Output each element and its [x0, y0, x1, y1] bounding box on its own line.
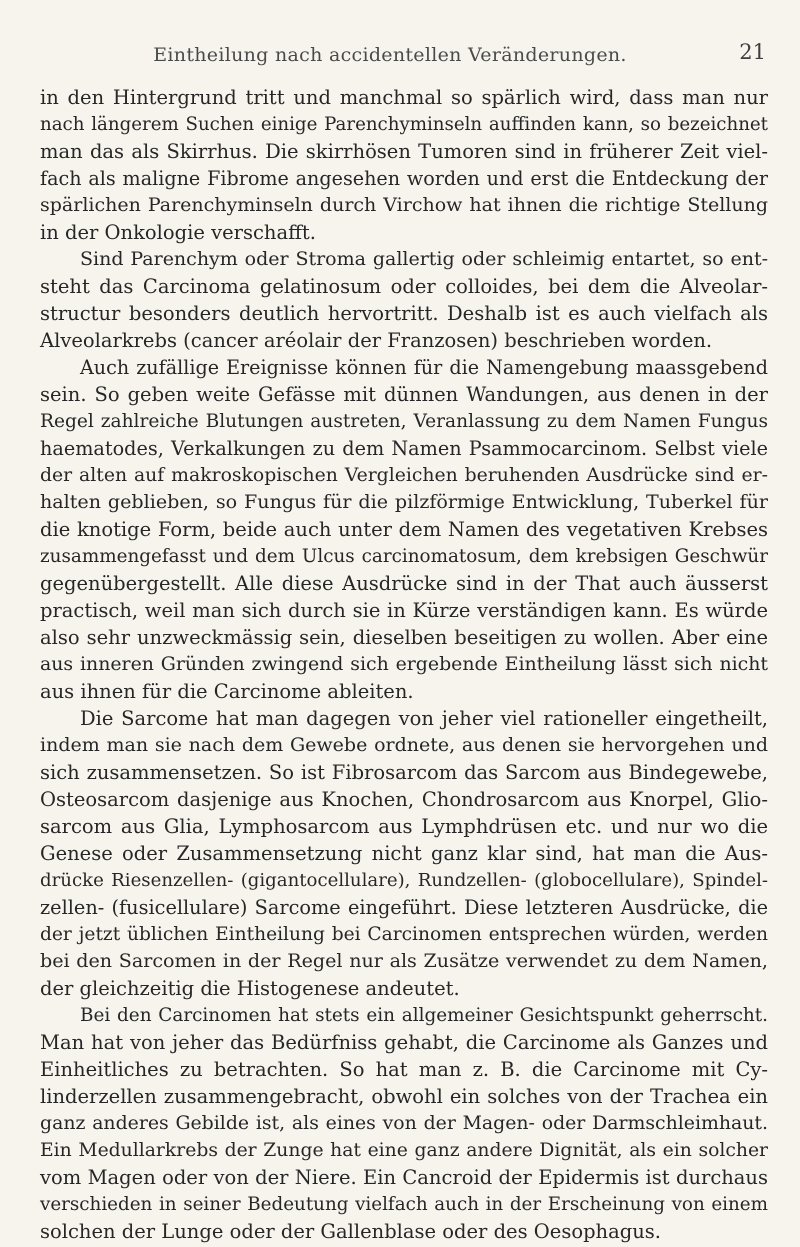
text-line: in den Hintergrund tritt und manchmal so spärlich wird, dass man nur [40, 86, 768, 109]
text-line: Ein Medullarkrebs der Zunge hat eine ganz andere Dignität, als ein solcher [40, 1140, 768, 1161]
text-line: nach längerem Suchen einige Parenchyminseln auffinden kann, so bezeichnet [40, 114, 768, 135]
paragraph [40, 354, 768, 705]
text-line: zellen- (fusicellulare) Sarcome eingeführt. Diese letzteren Ausdrücke, die [40, 896, 768, 919]
text-line: also sehr unzweckmässig sein, dieselben beseitigen zu wollen. Aber eine [40, 626, 768, 649]
text-line: linderzellen zusammengebracht, obwohl ein solches von der Trachea ein [40, 1085, 768, 1108]
text-line: der jetzt üblichen Eintheilung bei Carcinomen entsprechen würden, werden [40, 924, 768, 945]
text-line: Bei den Carcinomen hat stets ein allgemeiner Gesichtspunkt geherrscht. [80, 1005, 768, 1026]
text-line: Regel zahlreiche Blutungen austreten, Veranlassung zu dem Namen Fungus [40, 411, 768, 432]
text-line: vom Magen oder von der Niere. Ein Cancroid der Epidermis ist durchaus [40, 1166, 768, 1189]
text-line: haematodes, Verkalkungen zu dem Namen Psammocarcinom. Selbst viele [40, 437, 768, 460]
text-line: die knotige Form, beide auch unter dem Namen des vegetativen Krebses [40, 518, 768, 541]
text-line: bei den Sarcomen in der Regel nur als Zusätze verwendet zu dem Namen, [40, 950, 768, 972]
text-line: in der Onkologie verschafft. [40, 221, 316, 244]
text-line: Die Sarcome hat man dagegen von jeher viel rationeller eingetheilt, [80, 707, 768, 730]
text-line: ganz anderes Gebilde ist, als eines von der Magen- oder Darmschleimhaut. [40, 1112, 768, 1134]
page-number: 21 [739, 40, 766, 64]
text-line: Sind Parenchym oder Stroma gallertig oder schleimig entartet, so ent- [80, 248, 768, 270]
text-line: man das als Skirrhus. Die skirrhösen Tumoren sind in früherer Zeit viel- [40, 140, 768, 163]
text-line: drücke Riesenzellen- (gigantocellulare), Rundzellen- (globocellulare), Spindel- [40, 870, 768, 891]
running-head: Eintheilung nach accidentellen Veränderungen. [153, 44, 627, 66]
text-line: indem man sie nach dem Gewebe ordnete, aus denen sie hervorgehen und [40, 734, 768, 756]
paragraph [40, 1002, 768, 1245]
text-line: steht das Carcinoma gelatinosum oder colloides, bei dem die Alveolar- [40, 275, 768, 298]
text-line: Osteosarcom dasjenige aus Knochen, Chondrosarcom aus Knorpel, Glio- [40, 788, 768, 811]
text-line: practisch, weil man sich durch sie in Kürze verständigen kann. Es würde [40, 599, 768, 622]
text-line: Genese oder Zusammensetzung nicht ganz klar sind, hat man die Aus- [40, 842, 768, 865]
text-line: structur besonders deutlich hervortritt. Deshalb ist es auch vielfach als [40, 302, 768, 325]
text-line: der alten auf makroskopischen Vergleichen beruhenden Ausdrücke sind er- [40, 465, 768, 486]
paragraph [40, 705, 768, 1002]
paragraph [40, 246, 768, 354]
text-line: Auch zufällige Ereignisse können für die Namengebung maassgebend [80, 356, 768, 379]
text-line: zusammengefasst und dem Ulcus carcinomatosum, dem krebsigen Geschwür [40, 546, 768, 567]
text-line: aus inneren Gründen zwingend sich ergebende Eintheilung lässt sich nicht [40, 653, 768, 675]
text-line: halten geblieben, so Fungus für die pilzförmige Entwicklung, Tuberkel für [40, 491, 768, 513]
body-text [40, 84, 768, 1245]
text-line: sich zusammensetzen. So ist Fibrosarcom das Sarcom aus Bindegewebe, [40, 761, 768, 784]
text-line: Man hat von jeher das Bedürfniss gehabt, die Carcinome als Ganzes und [40, 1031, 768, 1054]
text-line: aus ihnen für die Carcinome ableiten. [40, 680, 414, 703]
paragraph [40, 84, 768, 246]
text-line: spärlichen Parenchyminseln durch Virchow hat ihnen die richtige Stellung [40, 194, 768, 216]
text-line: verschieden in seiner Bedeutung vielfach auch in der Erscheinung von einem [40, 1194, 768, 1215]
text-line: solchen der Lunge oder der Gallenblase oder des Oesophagus. [40, 1220, 661, 1243]
text-line: der gleichzeitig die Histogenese andeutet. [40, 977, 460, 1000]
text-line: fach als maligne Fibrome angesehen worden und erst die Entdeckung der [40, 167, 768, 190]
text-line: Alveolarkrebs (cancer aréolair der Franzosen) beschrieben worden. [40, 329, 713, 352]
text-line: Einheitliches zu betrachten. So hat man z. B. die Carcinome mit Cy- [40, 1058, 768, 1081]
text-line: sarcom aus Glia, Lymphosarcom aus Lymphdrüsen etc. und nur wo die [40, 815, 768, 838]
text-line: sein. So geben weite Gefässe mit dünnen Wandungen, aus denen in der [40, 383, 768, 406]
text-line: gegenübergestellt. Alle diese Ausdrücke sind in der That auch äusserst [40, 572, 768, 595]
